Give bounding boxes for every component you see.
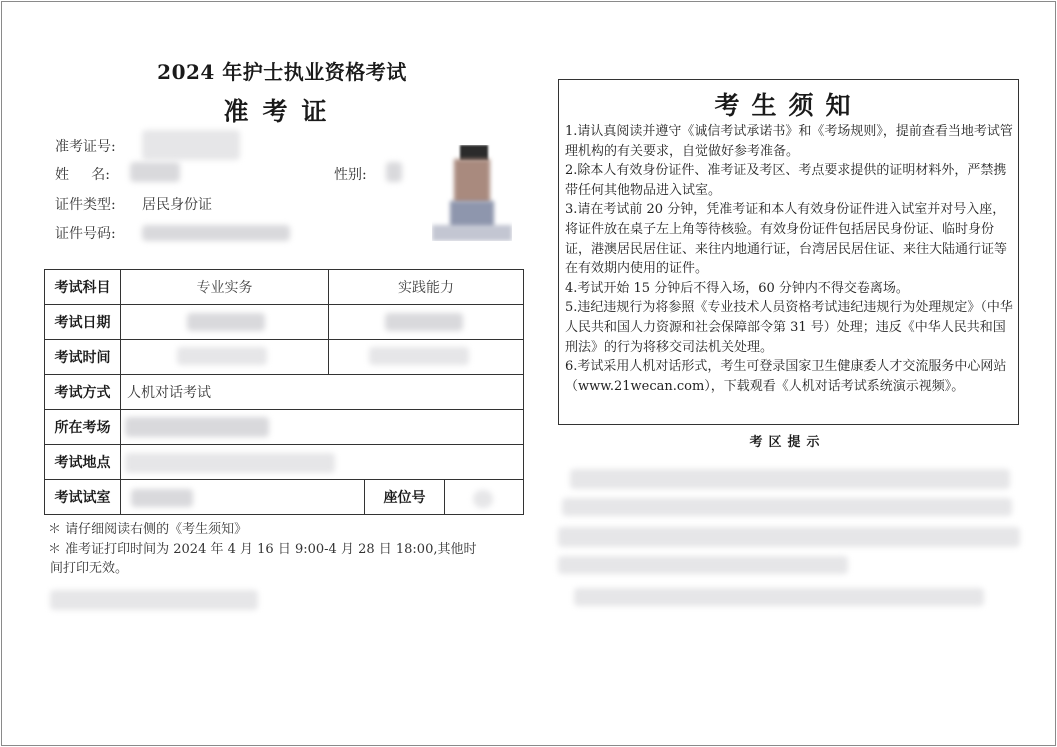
notice-item: 4.考试开始 15 分钟后不得入场，60 分钟内不得交卷离场。 <box>565 280 909 296</box>
room-label: 考试试室 <box>45 480 121 515</box>
time-2-redacted <box>369 347 469 365</box>
note-read-notice: ＊ 请仔细阅读右侧的《考生须知》 <box>48 522 248 537</box>
notice-item: 2.除本人有效身份证件、准考证及考区、考点要求提供的证明材料外，严禁携带任何其他物品进入试室。 <box>565 163 1007 198</box>
table-row <box>45 270 524 305</box>
mode-value: 人机对话考试 <box>121 375 524 410</box>
id-type-label: 证件类型: <box>55 197 116 213</box>
hint-title: 考区提示 <box>749 435 826 450</box>
notice-item: 6.考试采用人机对话形式，考生可登录国家卫生健康委人才交流服务中心网站（www.21wecan.com），下载观看《人机对话考试系统演示视频》。 <box>565 359 1007 394</box>
note-print-time-cont: 间打印无效。 <box>50 561 129 576</box>
subject-label: 考试科目 <box>45 270 121 305</box>
table-row <box>45 340 524 375</box>
subject-2: 实践能力 <box>329 270 524 305</box>
table-row <box>45 375 524 410</box>
notice-item: 3.请在考试前 20 分钟，凭准考证和本人有效身份证件进入试室并对号入座，将证件放在桌子左上角等待核验。有效身份证件包括居民身份证、临时身份证，港澳居民居住证、来往内地通行证，台湾居民居住证、来往大陆通行证等在有效期内使用的证件。 <box>565 202 1008 277</box>
time-1-cell <box>121 340 329 375</box>
date-label: 考试日期 <box>45 305 121 340</box>
venue-cell <box>121 410 524 445</box>
address-redacted <box>125 453 335 473</box>
footer-redacted <box>50 590 258 610</box>
address-label: 考试地点 <box>45 445 121 480</box>
hint-line-redacted <box>558 556 848 574</box>
date-2-cell <box>329 305 524 340</box>
date-1-cell <box>121 305 329 340</box>
notice-item: 1.请认真阅读并遵守《诚信考试承诺书》和《考场规则》，提前查看当地考试管理机构的有关要求，自觉做好参考准备。 <box>565 124 1013 159</box>
hint-line-redacted <box>570 469 1010 489</box>
id-no-label: 证件号码: <box>55 226 116 242</box>
name-label: 姓 名: <box>55 167 110 183</box>
exam-title: 2024 年护士执业资格考试 <box>157 60 407 84</box>
hint-line-redacted <box>558 527 1020 547</box>
name-redacted <box>130 162 180 182</box>
ticket-title: 准考证 <box>223 97 341 126</box>
admission-ticket-page <box>1 1 1056 746</box>
time-label: 考试时间 <box>45 340 121 375</box>
table-row <box>45 305 524 340</box>
seat-label: 座位号 <box>365 480 445 515</box>
exam-info-table <box>44 269 524 515</box>
address-cell <box>121 445 524 480</box>
id-no-redacted <box>142 225 290 241</box>
ticket-no-redacted <box>142 130 240 160</box>
ticket-no-label: 准考证号: <box>55 139 116 155</box>
notice-title: 考生须知 <box>714 91 863 120</box>
table-row <box>45 445 524 480</box>
seat-redacted <box>473 490 493 508</box>
gender-label: 性别: <box>334 167 367 183</box>
candidate-photo <box>432 145 512 241</box>
note-print-time: ＊ 准考证打印时间为 2024 年 4 月 16 日 9:00-4 月 28 日 18:00,其他时 <box>48 542 477 557</box>
date-2-redacted <box>385 313 463 331</box>
notice-item: 5.违纪违规行为将参照《专业技术人员资格考试违纪违规行为处理规定》（中华人民共和国人力资源和社会保障部令第 31 号）处理；违反《中华人民共和国刑法》的行为将移交司法机关处理。 <box>565 300 1013 355</box>
notice-text <box>565 122 1013 396</box>
id-type-value: 居民身份证 <box>142 197 212 213</box>
gender-redacted <box>386 162 402 182</box>
table-row <box>45 410 524 445</box>
room-redacted <box>131 489 193 507</box>
venue-redacted <box>125 417 269 437</box>
time-2-cell <box>329 340 524 375</box>
hint-line-redacted <box>562 498 1012 516</box>
date-1-redacted <box>187 313 265 331</box>
venue-label: 所在考场 <box>45 410 121 445</box>
table-row <box>45 480 524 515</box>
subject-1: 专业实务 <box>121 270 329 305</box>
room-cell <box>121 480 365 515</box>
hint-line-redacted <box>574 588 984 606</box>
time-1-redacted <box>177 347 267 365</box>
notice-box <box>558 79 1019 425</box>
seat-cell <box>445 480 524 515</box>
mode-label: 考试方式 <box>45 375 121 410</box>
